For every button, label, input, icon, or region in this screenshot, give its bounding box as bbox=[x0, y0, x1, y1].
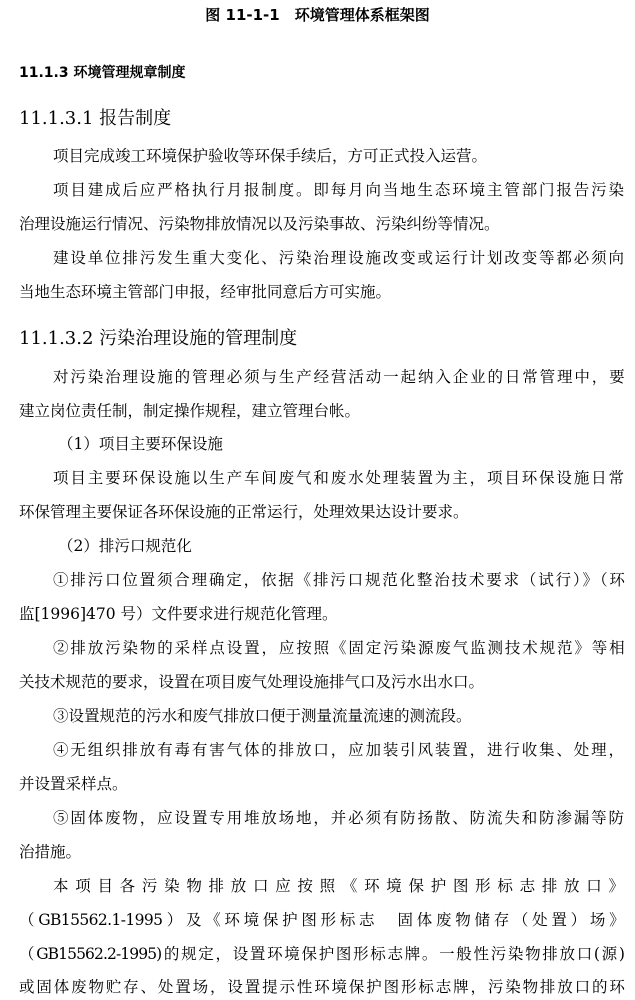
paragraph-line: 建立岗位责任制，制定操作规程，建立管理台帐。 bbox=[19, 402, 361, 420]
subsection-heading-facilities bbox=[19, 327, 297, 351]
list-point-line: 并设置采样点。 bbox=[19, 775, 128, 793]
closing-line: （GB15562.2-1995)的规定，设置环境保护图形标志牌。一般性污染物排放口(源) bbox=[19, 945, 624, 963]
paragraph-line: 治理设施运行情况、污染物排放情况以及污染事故、污染纠纷等情况。 bbox=[19, 215, 500, 233]
paragraph-line: 项目完成竣工环境保护验收等环保手续后，方可正式投入运营。 bbox=[53, 147, 488, 165]
subsection-title: 报告制度 bbox=[99, 108, 172, 129]
paragraph-line: 项目主要环保设施以生产车间废气和废水处理装置为主，项目环保设施日常 bbox=[53, 469, 624, 487]
list-point-line: 监[1996]470 号）文件要求进行规范化管理。 bbox=[19, 605, 338, 623]
list-point-line: ⑤固体废物，应设置专用堆放场地，并必须有防扬散、防流失和防渗漏等防 bbox=[53, 809, 624, 827]
item-heading: （2）排污口规范化 bbox=[58, 537, 192, 555]
paragraph-line: 建设单位排污发生重大变化、污染治理设施改变或运行计划改变等都必须向 bbox=[53, 249, 624, 267]
section-number: 11.1.3 bbox=[19, 65, 69, 81]
paragraph-line: 对污染治理设施的管理必须与生产经营活动一起纳入企业的日常管理中，要 bbox=[53, 368, 624, 386]
section-title: 环境管理规章制度 bbox=[73, 65, 186, 81]
paragraph-line: 当地生态环境主管部门申报，经审批同意后方可实施。 bbox=[19, 283, 392, 301]
list-point-line: 治措施。 bbox=[19, 843, 82, 861]
paragraph-line: 环保管理主要保证各环保设施的正常运行，处理效果达设计要求。 bbox=[19, 503, 469, 521]
list-point-line: ②排放污染物的采样点设置，应按照《固定污染源废气监测技术规范》等相 bbox=[53, 639, 624, 657]
section-heading bbox=[19, 63, 185, 83]
list-point-line: ④无组织排放有毒有害气体的排放口，应加装引风装置，进行收集、处理， bbox=[53, 741, 624, 759]
closing-line: （GB15562.1-1995）及《环境保护图形标志 固体废物储存（处置）场》 bbox=[19, 911, 624, 929]
list-point-line: ①排污口位置须合理确定，依据《排污口规范化整治技术要求（试行）》（环 bbox=[53, 571, 624, 589]
list-point-line: 关技术规范的要求，设置在项目废气处理设施排气口及污水出水口。 bbox=[19, 673, 485, 691]
closing-line: 本项目各污染物排放口应按照《环境保护图形标志排放口》 bbox=[53, 877, 624, 895]
subsection-number: 11.1.3.1 bbox=[19, 108, 94, 129]
item-heading: （1）项目主要环保设施 bbox=[58, 435, 223, 453]
figure-caption: 图 11-1-1 环境管理体系框架图 bbox=[205, 6, 430, 24]
subsection-number: 11.1.3.2 bbox=[19, 328, 94, 349]
subsection-title: 污染治理设施的管理制度 bbox=[99, 328, 298, 349]
list-point-line: ③设置规范的污水和废气排放口便于测量流量流速的测流段。 bbox=[53, 707, 472, 725]
closing-line: 或固体废物贮存、处置场，设置提示性环境保护图形标志牌，污染物排放口的环 bbox=[19, 978, 624, 996]
subsection-heading-report bbox=[19, 107, 171, 131]
paragraph-line: 项目建成后应严格执行月报制度。即每月向当地生态环境主管部门报告污染 bbox=[53, 181, 624, 199]
